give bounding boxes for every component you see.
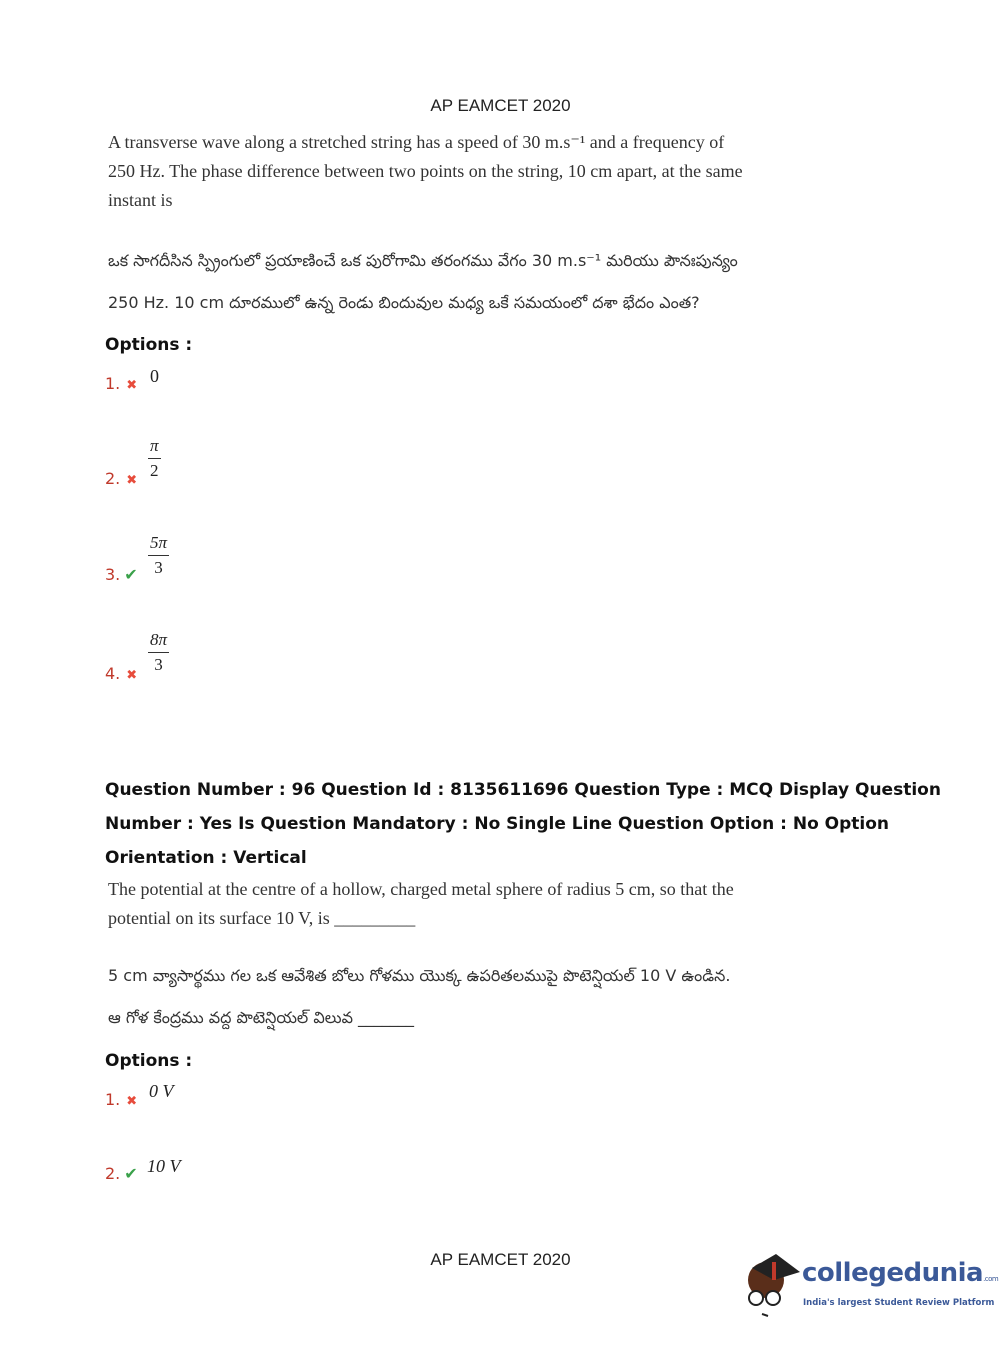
option-number: 4.: [105, 664, 121, 683]
question-line: The potential at the centre of a hollow, charged metal sphere of radius 5 cm, so that the: [108, 879, 734, 899]
option-2: [105, 1164, 138, 1183]
meta-line: Number : Yes Is Question Mandatory : No Single Line Question Option : No Option: [105, 814, 890, 834]
denominator: 3: [154, 558, 163, 577]
option-1: [105, 1090, 137, 1109]
option-number: 2.: [105, 469, 121, 488]
question-96-telugu: [108, 955, 730, 1039]
denominator: 2: [150, 461, 159, 480]
question-line: instant is: [108, 190, 173, 210]
question-96-meta: [105, 773, 941, 875]
logo-wordmark: [802, 1258, 998, 1288]
question-line: 250 Hz. 10 cm దూరములో ఉన్న రెండు బిందువుల మధ్య ఒకే సమయంలో దశా భేదం ఎంత?: [108, 293, 700, 312]
option-1: [105, 374, 137, 393]
page-header: AP EAMCET 2020: [430, 96, 571, 115]
check-icon: ✔: [124, 1164, 138, 1183]
option-2: [105, 469, 137, 488]
cross-icon: ✖: [126, 1094, 138, 1109]
option-number: 1.: [105, 374, 121, 393]
option-3: [105, 565, 138, 584]
page-footer: AP EAMCET 2020: [430, 1250, 571, 1269]
option-number: 1.: [105, 1090, 121, 1109]
question-line: potential on its surface 10 V, is _________: [108, 908, 416, 928]
numerator: 5π: [148, 533, 169, 556]
meta-line: Orientation : Vertical: [105, 848, 307, 868]
cross-icon: ✖: [126, 668, 138, 683]
collegedunia-logo: [742, 1250, 999, 1320]
options-label: Options :: [105, 1051, 193, 1071]
question-line: A transverse wave along a stretched string has a speed of 30 m.s⁻¹ and a frequency of: [108, 132, 725, 152]
cross-icon: ✖: [126, 378, 138, 393]
denominator: 3: [154, 655, 163, 674]
logo-tagline: India's largest Student Review Platform: [803, 1298, 995, 1308]
option-number: 2.: [105, 1164, 121, 1183]
question-line: ఒక సాగదీసిన స్ప్రింగులో ప్రయాణించే ఒక పురోగామి తరంగము వేగం 30 m.s⁻¹ మరియు పౌనఃపున్యం: [108, 251, 738, 270]
check-icon: ✔: [124, 565, 138, 584]
option-4: [105, 664, 137, 683]
logo-name: collegedunia: [802, 1258, 984, 1288]
option-value: 0 V: [149, 1081, 174, 1101]
option-value: 10 V: [147, 1156, 181, 1176]
question-line: ఆ గోళ కేంద్రము వద్ద పొటెన్షియల్ విలువ _______: [108, 1008, 415, 1027]
numerator: π: [148, 436, 161, 459]
question-95-text: [108, 128, 743, 215]
numerator: 8π: [148, 630, 169, 653]
question-line: 250 Hz. The phase difference between two points on the string, 10 cm apart, at the same: [108, 161, 743, 181]
mascot-icon: [742, 1250, 802, 1320]
option-fraction: [148, 436, 161, 481]
question-95-telugu: [108, 240, 738, 324]
option-value: 0: [150, 366, 159, 386]
question-line: 5 cm వ్యాసార్థము గల ఒక ఆవేశిత బోలు గోళము యొక్క ఉపరితలముపై పొటెన్షియల్ 10 V ఉండిన.: [108, 966, 731, 985]
question-96-text: [108, 875, 734, 933]
meta-line: Question Number : 96 Question Id : 8135611696 Question Type : MCQ Display Question: [105, 780, 941, 800]
option-fraction: [148, 533, 169, 578]
options-label: Options :: [105, 335, 193, 355]
cross-icon: ✖: [126, 473, 138, 488]
logo-suffix: .com: [983, 1275, 999, 1283]
option-number: 3.: [105, 565, 121, 584]
option-fraction: [148, 630, 169, 675]
